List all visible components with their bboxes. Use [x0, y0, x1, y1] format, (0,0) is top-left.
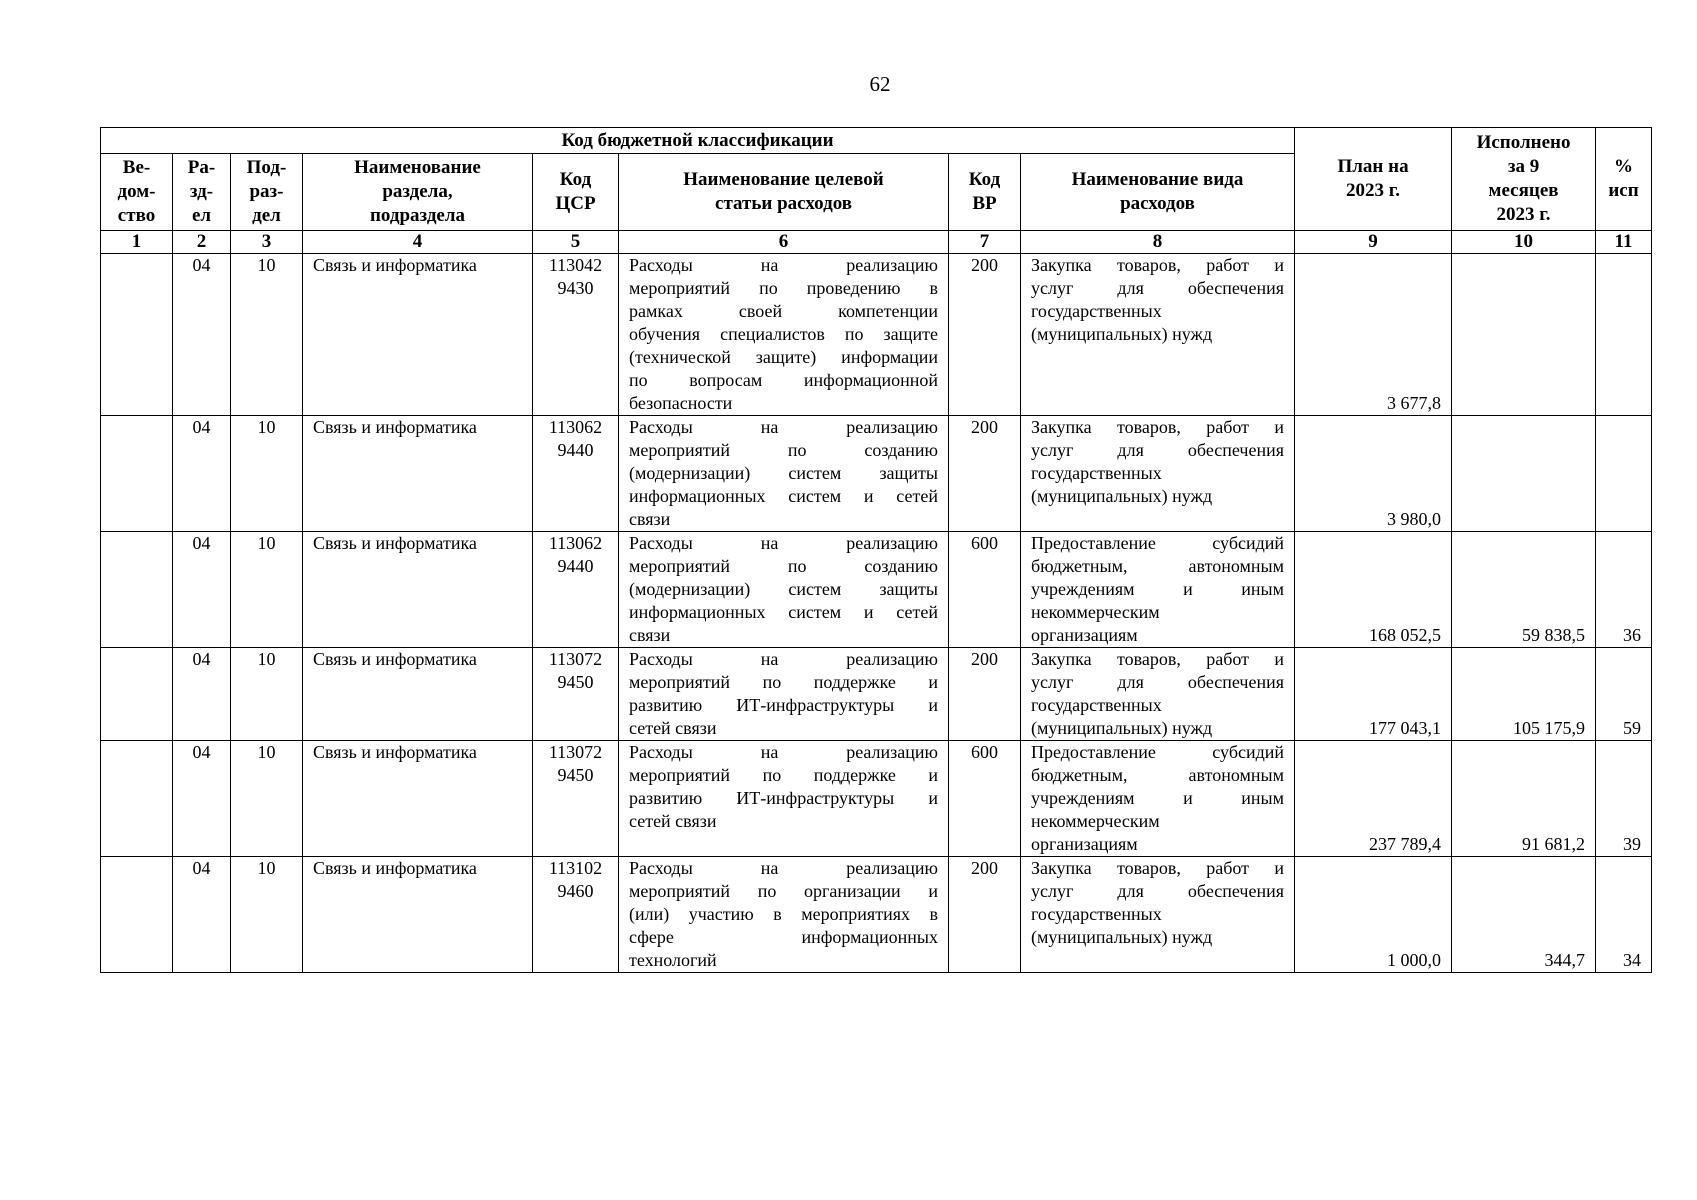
col-header-8: Наименование вида расходов — [1021, 154, 1295, 231]
cell-csr-code: 113072 9450 — [533, 648, 619, 741]
column-number-3: 3 — [231, 231, 303, 254]
cell-article-name — [619, 857, 949, 973]
col-header-10: Исполнено за 9 месяцев 2023 г. — [1452, 128, 1596, 231]
table-body — [101, 254, 1652, 973]
col-header-9: План на 2023 г. — [1295, 128, 1452, 231]
table-row — [101, 416, 1652, 532]
page-number: 62 — [869, 72, 891, 96]
cell-razdel: 04 — [173, 416, 231, 532]
article-text: Расходы на реализацию мероприятий по созданию (модернизации) систем защиты информационных систем и сетей связи — [629, 533, 938, 645]
cell-expense-kind — [1021, 648, 1295, 741]
expense-kind-text: Закупка товаров, работ и услуг для обеспечения государственных (муниципальных) нужд — [1031, 858, 1285, 947]
column-number-6: 6 — [619, 231, 949, 254]
article-text: Расходы на реализацию мероприятий по поддержке и развитию ИТ-инфраструктуры и сетей связи — [629, 649, 938, 738]
column-number-11: 11 — [1596, 231, 1652, 254]
article-text: Расходы на реализацию мероприятий по проведению в рамках своей компетенции обучения специалистов по защите (технической защите) информации по вопросам информационной безопасности — [629, 255, 938, 413]
column-number-5: 5 — [533, 231, 619, 254]
cell-vr-code: 200 — [949, 416, 1021, 532]
cell-podrazdel: 10 — [231, 741, 303, 857]
cell-csr-code: 113072 9450 — [533, 741, 619, 857]
cell-csr-code: 113062 9440 — [533, 416, 619, 532]
cell-razdel: 04 — [173, 648, 231, 741]
table-row — [101, 648, 1652, 741]
cell-plan-2023: 168 052,5 — [1295, 532, 1452, 648]
cell-section-name: Связь и информатика — [303, 416, 533, 532]
cell-razdel: 04 — [173, 857, 231, 973]
cell-percent-executed: 39 — [1596, 741, 1652, 857]
expense-kind-text: Закупка товаров, работ и услуг для обеспечения государственных (муниципальных) нужд — [1031, 255, 1285, 344]
cell-plan-2023: 237 789,4 — [1295, 741, 1452, 857]
col-header-1: Ве- дом- ство — [101, 154, 173, 231]
table-row — [101, 254, 1652, 416]
cell-vedomstvo — [101, 741, 173, 857]
column-number-2: 2 — [173, 231, 231, 254]
cell-executed-9m — [1452, 254, 1596, 416]
cell-article-name — [619, 254, 949, 416]
expense-kind-text: Предоставление субсидий бюджетным, автономным учреждениям и иным некоммерческим организациям — [1031, 533, 1285, 645]
cell-expense-kind — [1021, 741, 1295, 857]
column-number-4: 4 — [303, 231, 533, 254]
cell-percent-executed: 36 — [1596, 532, 1652, 648]
cell-expense-kind — [1021, 416, 1295, 532]
column-number-9: 9 — [1295, 231, 1452, 254]
expense-kind-text: Закупка товаров, работ и услуг для обеспечения государственных (муниципальных) нужд — [1031, 649, 1285, 738]
cell-vedomstvo — [101, 416, 173, 532]
expense-kind-text: Закупка товаров, работ и услуг для обеспечения государственных (муниципальных) нужд — [1031, 417, 1285, 506]
article-text: Расходы на реализацию мероприятий по созданию (модернизации) систем защиты информационных систем и сетей связи — [629, 417, 938, 529]
article-text: Расходы на реализацию мероприятий по организации и (или) участию в мероприятиях в сфере информационных технологий — [629, 858, 938, 970]
cell-vedomstvo — [101, 532, 173, 648]
col-header-6: Наименование целевой статьи расходов — [619, 154, 949, 231]
column-number-8: 8 — [1021, 231, 1295, 254]
col-header-11: % исп — [1596, 128, 1652, 231]
cell-article-name — [619, 416, 949, 532]
cell-expense-kind — [1021, 857, 1295, 973]
cell-executed-9m: 91 681,2 — [1452, 741, 1596, 857]
cell-podrazdel: 10 — [231, 416, 303, 532]
cell-vr-code: 200 — [949, 857, 1021, 973]
cell-section-name: Связь и информатика — [303, 648, 533, 741]
cell-vr-code: 600 — [949, 741, 1021, 857]
cell-article-name — [619, 741, 949, 857]
cell-podrazdel: 10 — [231, 648, 303, 741]
cell-section-name: Связь и информатика — [303, 857, 533, 973]
cell-expense-kind — [1021, 532, 1295, 648]
col-header-2: Ра- зд- ел — [173, 154, 231, 231]
cell-section-name: Связь и информатика — [303, 741, 533, 857]
column-number-10: 10 — [1452, 231, 1596, 254]
budget-code-group-header: Код бюджетной классификации — [101, 128, 1295, 154]
col-header-7: Код ВР — [949, 154, 1021, 231]
cell-vr-code: 600 — [949, 532, 1021, 648]
cell-vr-code: 200 — [949, 254, 1021, 416]
table-header — [101, 128, 1652, 254]
table-row — [101, 857, 1652, 973]
table-row — [101, 532, 1652, 648]
column-number-row — [101, 231, 1652, 254]
cell-section-name: Связь и информатика — [303, 254, 533, 416]
cell-article-name — [619, 648, 949, 741]
cell-vedomstvo — [101, 857, 173, 973]
cell-expense-kind — [1021, 254, 1295, 416]
cell-csr-code: 113102 9460 — [533, 857, 619, 973]
cell-razdel: 04 — [173, 532, 231, 648]
cell-executed-9m — [1452, 416, 1596, 532]
cell-plan-2023: 3 980,0 — [1295, 416, 1452, 532]
cell-podrazdel: 10 — [231, 254, 303, 416]
col-header-4: Наименование раздела, подраздела — [303, 154, 533, 231]
cell-razdel: 04 — [173, 741, 231, 857]
cell-executed-9m: 59 838,5 — [1452, 532, 1596, 648]
cell-executed-9m: 344,7 — [1452, 857, 1596, 973]
table-row — [101, 741, 1652, 857]
cell-executed-9m: 105 175,9 — [1452, 648, 1596, 741]
column-number-7: 7 — [949, 231, 1021, 254]
cell-plan-2023: 1 000,0 — [1295, 857, 1452, 973]
col-header-3: Под- раз- дел — [231, 154, 303, 231]
cell-plan-2023: 177 043,1 — [1295, 648, 1452, 741]
cell-percent-executed: 34 — [1596, 857, 1652, 973]
cell-article-name — [619, 532, 949, 648]
budget-table — [100, 127, 1652, 973]
cell-percent-executed — [1596, 416, 1652, 532]
cell-csr-code: 113062 9440 — [533, 532, 619, 648]
col-header-5: Код ЦСР — [533, 154, 619, 231]
cell-plan-2023: 3 677,8 — [1295, 254, 1452, 416]
cell-percent-executed: 59 — [1596, 648, 1652, 741]
cell-vr-code: 200 — [949, 648, 1021, 741]
cell-section-name: Связь и информатика — [303, 532, 533, 648]
cell-podrazdel: 10 — [231, 532, 303, 648]
cell-razdel: 04 — [173, 254, 231, 416]
expense-kind-text: Предоставление субсидий бюджетным, автономным учреждениям и иным некоммерческим организациям — [1031, 742, 1285, 854]
cell-podrazdel: 10 — [231, 857, 303, 973]
article-text: Расходы на реализацию мероприятий по поддержке и развитию ИТ-инфраструктуры и сетей связи — [629, 742, 938, 831]
column-number-1: 1 — [101, 231, 173, 254]
cell-percent-executed — [1596, 254, 1652, 416]
cell-vedomstvo — [101, 648, 173, 741]
cell-csr-code: 113042 9430 — [533, 254, 619, 416]
cell-vedomstvo — [101, 254, 173, 416]
